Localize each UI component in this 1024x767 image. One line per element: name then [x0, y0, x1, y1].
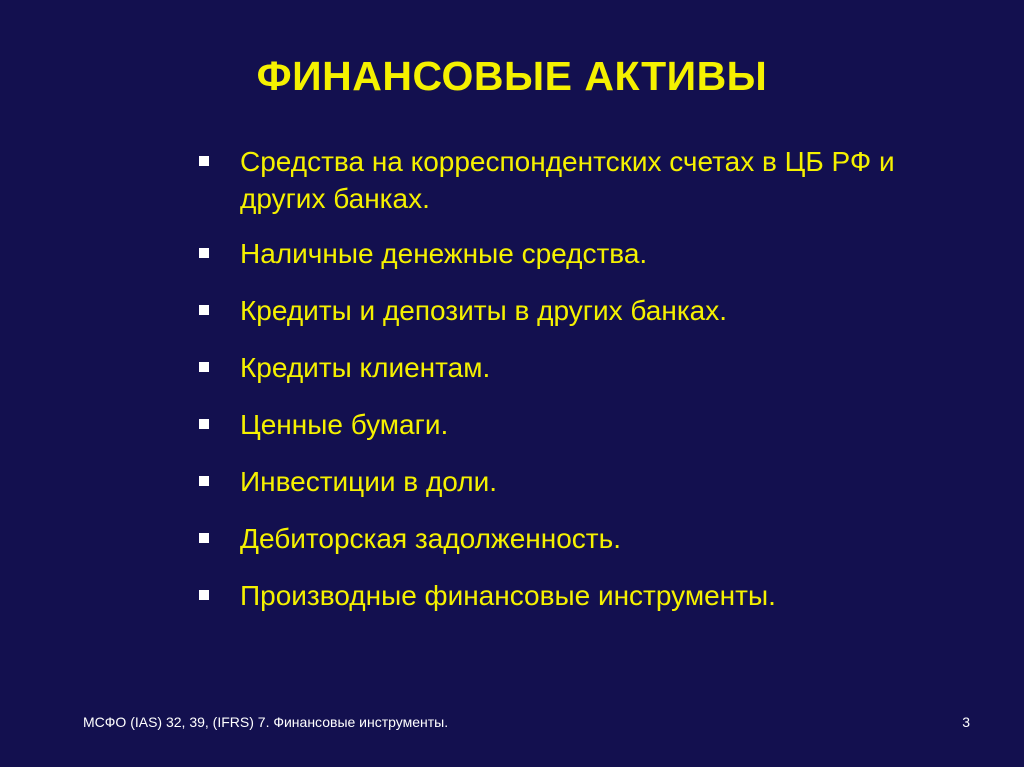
slide-footer: МСФО (IAS) 32, 39, (IFRS) 7. Финансовые инструменты. [83, 714, 449, 730]
slide-title: ФИНАНСОВЫЕ АКТИВЫ [256, 53, 768, 99]
bullet-item-8 [196, 577, 896, 614]
bullet-text: Наличные денежные средства. [240, 238, 648, 269]
bullet-text: Инвестиции в доли. [240, 466, 497, 497]
bullet-item-3 [196, 292, 896, 329]
bullet-item-7 [196, 520, 896, 557]
bullet-item-2 [196, 235, 896, 272]
bullet-list [196, 143, 896, 634]
bullet-item-1 [196, 143, 896, 217]
square-bullet-icon [199, 533, 209, 543]
square-bullet-icon [199, 248, 209, 258]
square-bullet-icon [199, 156, 209, 166]
bullet-text: Средства на корреспондентских счетах в ЦБ РФ и других банках. [240, 146, 895, 214]
square-bullet-icon [199, 305, 209, 315]
bullet-text: Ценные бумаги. [240, 409, 449, 440]
bullet-text: Кредиты клиентам. [240, 352, 491, 383]
bullet-item-4 [196, 349, 896, 386]
bullet-item-5 [196, 406, 896, 443]
square-bullet-icon [199, 476, 209, 486]
square-bullet-icon [199, 362, 209, 372]
square-bullet-icon [199, 590, 209, 600]
bullet-item-6 [196, 463, 896, 500]
square-bullet-icon [199, 419, 209, 429]
bullet-text: Кредиты и депозиты в других банках. [240, 295, 728, 326]
bullet-text: Производные финансовые инструменты. [240, 580, 776, 611]
page-number: 3 [962, 714, 970, 730]
bullet-text: Дебиторская задолженность. [240, 523, 621, 554]
